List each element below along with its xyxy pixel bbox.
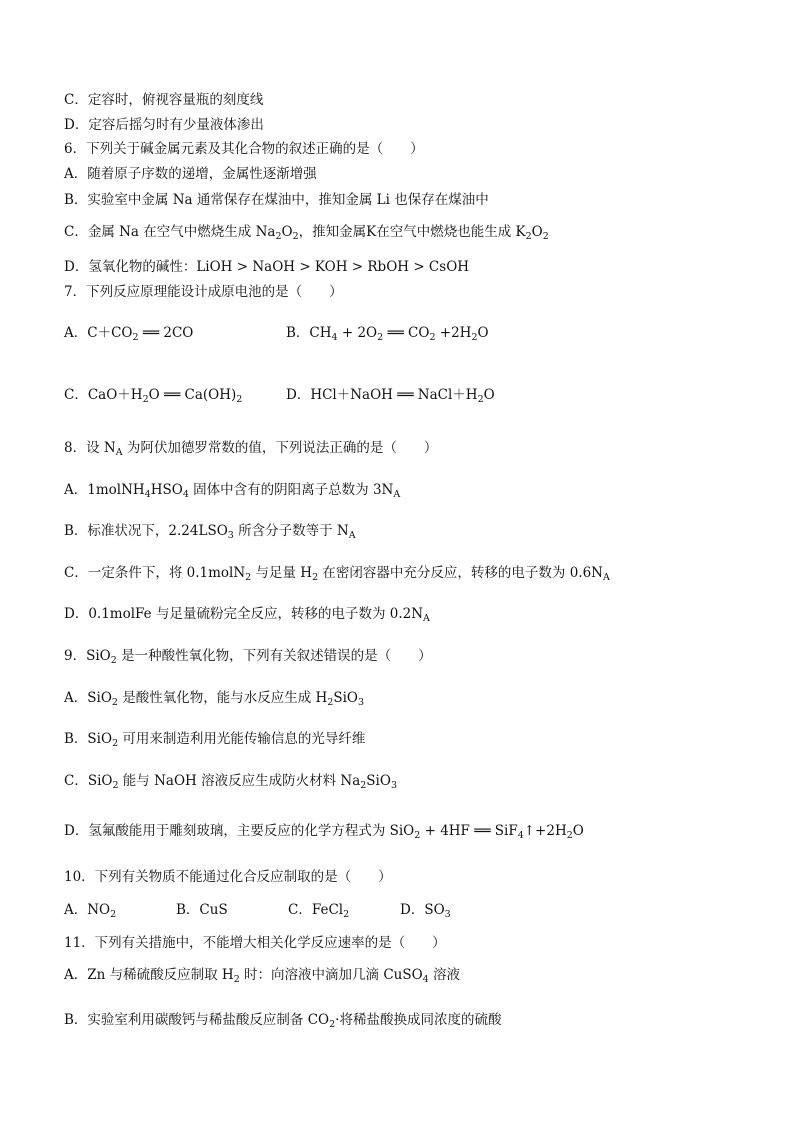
subscript: 3 — [444, 909, 451, 920]
option-column — [286, 324, 508, 342]
subscript: 2 — [142, 394, 149, 405]
text-run: B．SiO — [64, 731, 113, 747]
text-run: + 2O — [337, 325, 378, 341]
text-run: 固体中含有的阴阳离子总数为 3N — [188, 482, 394, 498]
subscript: 4 — [422, 974, 429, 985]
subscript: 2 — [110, 909, 117, 920]
subscript: 3 — [390, 780, 397, 791]
option-column — [64, 386, 286, 404]
subscript: 2 — [429, 332, 436, 343]
subscript: 3 — [357, 697, 365, 708]
subscript: A — [115, 447, 123, 458]
subscript: 2 — [327, 697, 334, 708]
text-run: A．C＋CO — [64, 325, 133, 341]
text-run: 为阿伏加德罗常数的值，下列说法正确的是（ ） — [122, 440, 438, 456]
line-l19 — [64, 772, 397, 790]
subscript: 2 — [360, 780, 367, 791]
subscript: 2 — [132, 332, 139, 343]
text-run: D．氢氟酸能用于雕刻玻璃，主要反应的化学方程式为 SiO — [64, 823, 415, 839]
subscript: 2 — [329, 1019, 336, 1030]
text-run: O — [281, 224, 293, 240]
text-run: B．CuS — [176, 902, 228, 918]
text-run: 所含分子数等于 N — [233, 523, 349, 539]
subscript: 2 — [292, 231, 299, 242]
option-column — [64, 901, 176, 919]
subscript: 2 — [542, 231, 549, 242]
subscript: 4 — [144, 489, 151, 500]
subscript: 2 — [233, 974, 240, 985]
subscript: 4 — [182, 489, 189, 500]
line-l16 — [64, 647, 432, 665]
text-run: C．SiO — [64, 773, 113, 789]
line-l18 — [64, 730, 365, 748]
line-l07 — [64, 258, 469, 276]
text-run: 7．下列反应原理能设计成原电池的是（ ） — [64, 284, 343, 300]
text-run: 9．SiO — [64, 648, 111, 664]
line-l17 — [64, 689, 364, 707]
subscript: 2 — [343, 909, 350, 920]
line-l09 — [64, 324, 508, 342]
line-l04 — [64, 165, 317, 183]
text-run: B．实验室中金属 Na 通常保存在煤油中，推知金属 Li 也保存在煤油中 — [64, 192, 489, 208]
subscript: 4 — [517, 830, 524, 841]
text-run: B．CH — [286, 325, 332, 341]
line-l10 — [64, 386, 508, 404]
text-run: D．定容后摇匀时有少量液体渗出 — [64, 117, 264, 133]
option-column — [400, 901, 512, 919]
text-run: HSO — [150, 482, 183, 498]
text-run: 能与 NaOH 溶液反应生成防火材料 Na — [118, 773, 361, 789]
subscript: 2 — [112, 780, 119, 791]
subscript: A — [602, 572, 610, 583]
line-l20 — [64, 822, 584, 840]
text-run: C．定容时，俯视容量瓶的刻度线 — [64, 92, 264, 108]
subscript: 2 — [471, 332, 478, 343]
subscript: 2 — [111, 697, 118, 708]
text-run: 8．设 N — [64, 440, 116, 456]
subscript: 2 — [525, 231, 532, 242]
text-run: D．氢氧化物的碱性：LiOH > NaOH > KOH > RbOH > CsOH — [64, 259, 470, 275]
line-l24 — [64, 966, 460, 984]
subscript: 4 — [331, 332, 338, 343]
text-run: O ══ Ca(OH) — [148, 387, 237, 403]
text-run: C．金属 Na 在空气中燃烧生成 Na — [64, 224, 276, 240]
subscript: 2 — [414, 830, 421, 841]
line-l25 — [64, 1011, 501, 1029]
line-l22 — [64, 901, 512, 919]
text-run: 在密闭容器中充分反应，转移的电子数为 0.6N — [318, 565, 603, 581]
text-run: 10．下列有关物质不能通过化合反应制取的是（ ） — [64, 869, 392, 885]
subscript: 2 — [566, 830, 573, 841]
text-run: O — [572, 823, 584, 839]
text-run: 可用来制造利用光能传输信息的光导纤维 — [118, 731, 366, 747]
line-l15 — [64, 605, 430, 623]
text-run: +2H — [435, 325, 472, 341]
subscript: 2 — [112, 738, 119, 749]
text-run: C．FeCl — [288, 902, 344, 918]
text-run: A．SiO — [64, 690, 112, 706]
subscript: 2 — [110, 655, 117, 666]
text-run: ↑+2H — [523, 823, 567, 839]
subscript: A — [348, 530, 356, 541]
subscript: 2 — [236, 394, 243, 405]
text-run: B．实验室利用碳酸钙与稀盐酸反应制备 CO — [64, 1012, 330, 1028]
text-run: 11．下列有关措施中，不能增大相关化学反应速率的是（ ） — [64, 935, 446, 951]
subscript: 2 — [245, 572, 252, 583]
text-run: 是一种酸性氧化物，下列有关叙述错误的是（ ） — [116, 648, 432, 664]
text-run: 与足量 H — [251, 565, 313, 581]
text-run: O — [483, 387, 495, 403]
subscript: 2 — [477, 394, 484, 405]
text-run: B．标准状况下，2.24LSO — [64, 523, 228, 539]
line-l14 — [64, 564, 610, 582]
subscript: 2 — [275, 231, 282, 242]
subscript: A — [423, 613, 430, 624]
option-column — [288, 901, 400, 919]
line-l23 — [64, 934, 446, 952]
option-column — [64, 324, 286, 342]
line-l08 — [64, 283, 343, 301]
text-run: A．随着原子序数的递增，金属性逐渐增强 — [64, 166, 317, 182]
subscript: 2 — [377, 332, 384, 343]
text-run: ·将稀盐酸换成同浓度的硫酸 — [335, 1012, 502, 1028]
text-run: O — [531, 224, 543, 240]
text-run: C．一定条件下，将 0.1molN — [64, 565, 246, 581]
text-run: D．SO — [400, 902, 445, 918]
line-l11 — [64, 439, 437, 457]
text-run: D．HCl＋NaOH ══ NaCl＋H — [286, 387, 478, 403]
text-run: D．0.1molFe 与足量硫粉完全反应，转移的电子数为 0.2N — [64, 606, 424, 622]
text-run: 溶液 — [428, 967, 461, 983]
line-l12 — [64, 481, 400, 499]
text-run: A．NO — [64, 902, 111, 918]
subscript: 2 — [312, 572, 319, 583]
text-run: 是酸性氧化物，能与水反应生成 H — [117, 690, 328, 706]
line-l03 — [64, 140, 424, 158]
text-run: ══ 2CO — [138, 325, 194, 341]
text-run: A．1molNH — [64, 482, 145, 498]
text-run: SiO — [366, 773, 391, 789]
line-l01 — [64, 91, 263, 109]
option-column — [176, 901, 288, 919]
option-column — [286, 386, 508, 404]
text-run: 时：向溶液中滴加几滴 CuSO — [239, 967, 423, 983]
subscript: 3 — [227, 530, 234, 541]
text-run: O — [477, 325, 489, 341]
line-l05 — [64, 191, 489, 209]
text-run: SiO — [333, 690, 358, 706]
subscript: A — [393, 489, 401, 500]
text-run: ══ CO — [383, 325, 430, 341]
text-run: ，推知金属K在空气中燃烧也能生成 K — [298, 224, 526, 240]
text-run: C．CaO＋H — [64, 387, 143, 403]
text-run: + 4HF ══ SiF — [420, 823, 518, 839]
text-run: 6．下列关于碱金属元素及其化合物的叙述正确的是（ ） — [64, 141, 424, 157]
line-l02 — [64, 116, 264, 134]
line-l21 — [64, 868, 392, 886]
line-l06 — [64, 223, 549, 241]
text-run: A．Zn 与稀硫酸反应制取 H — [64, 967, 234, 983]
line-l13 — [64, 522, 356, 540]
